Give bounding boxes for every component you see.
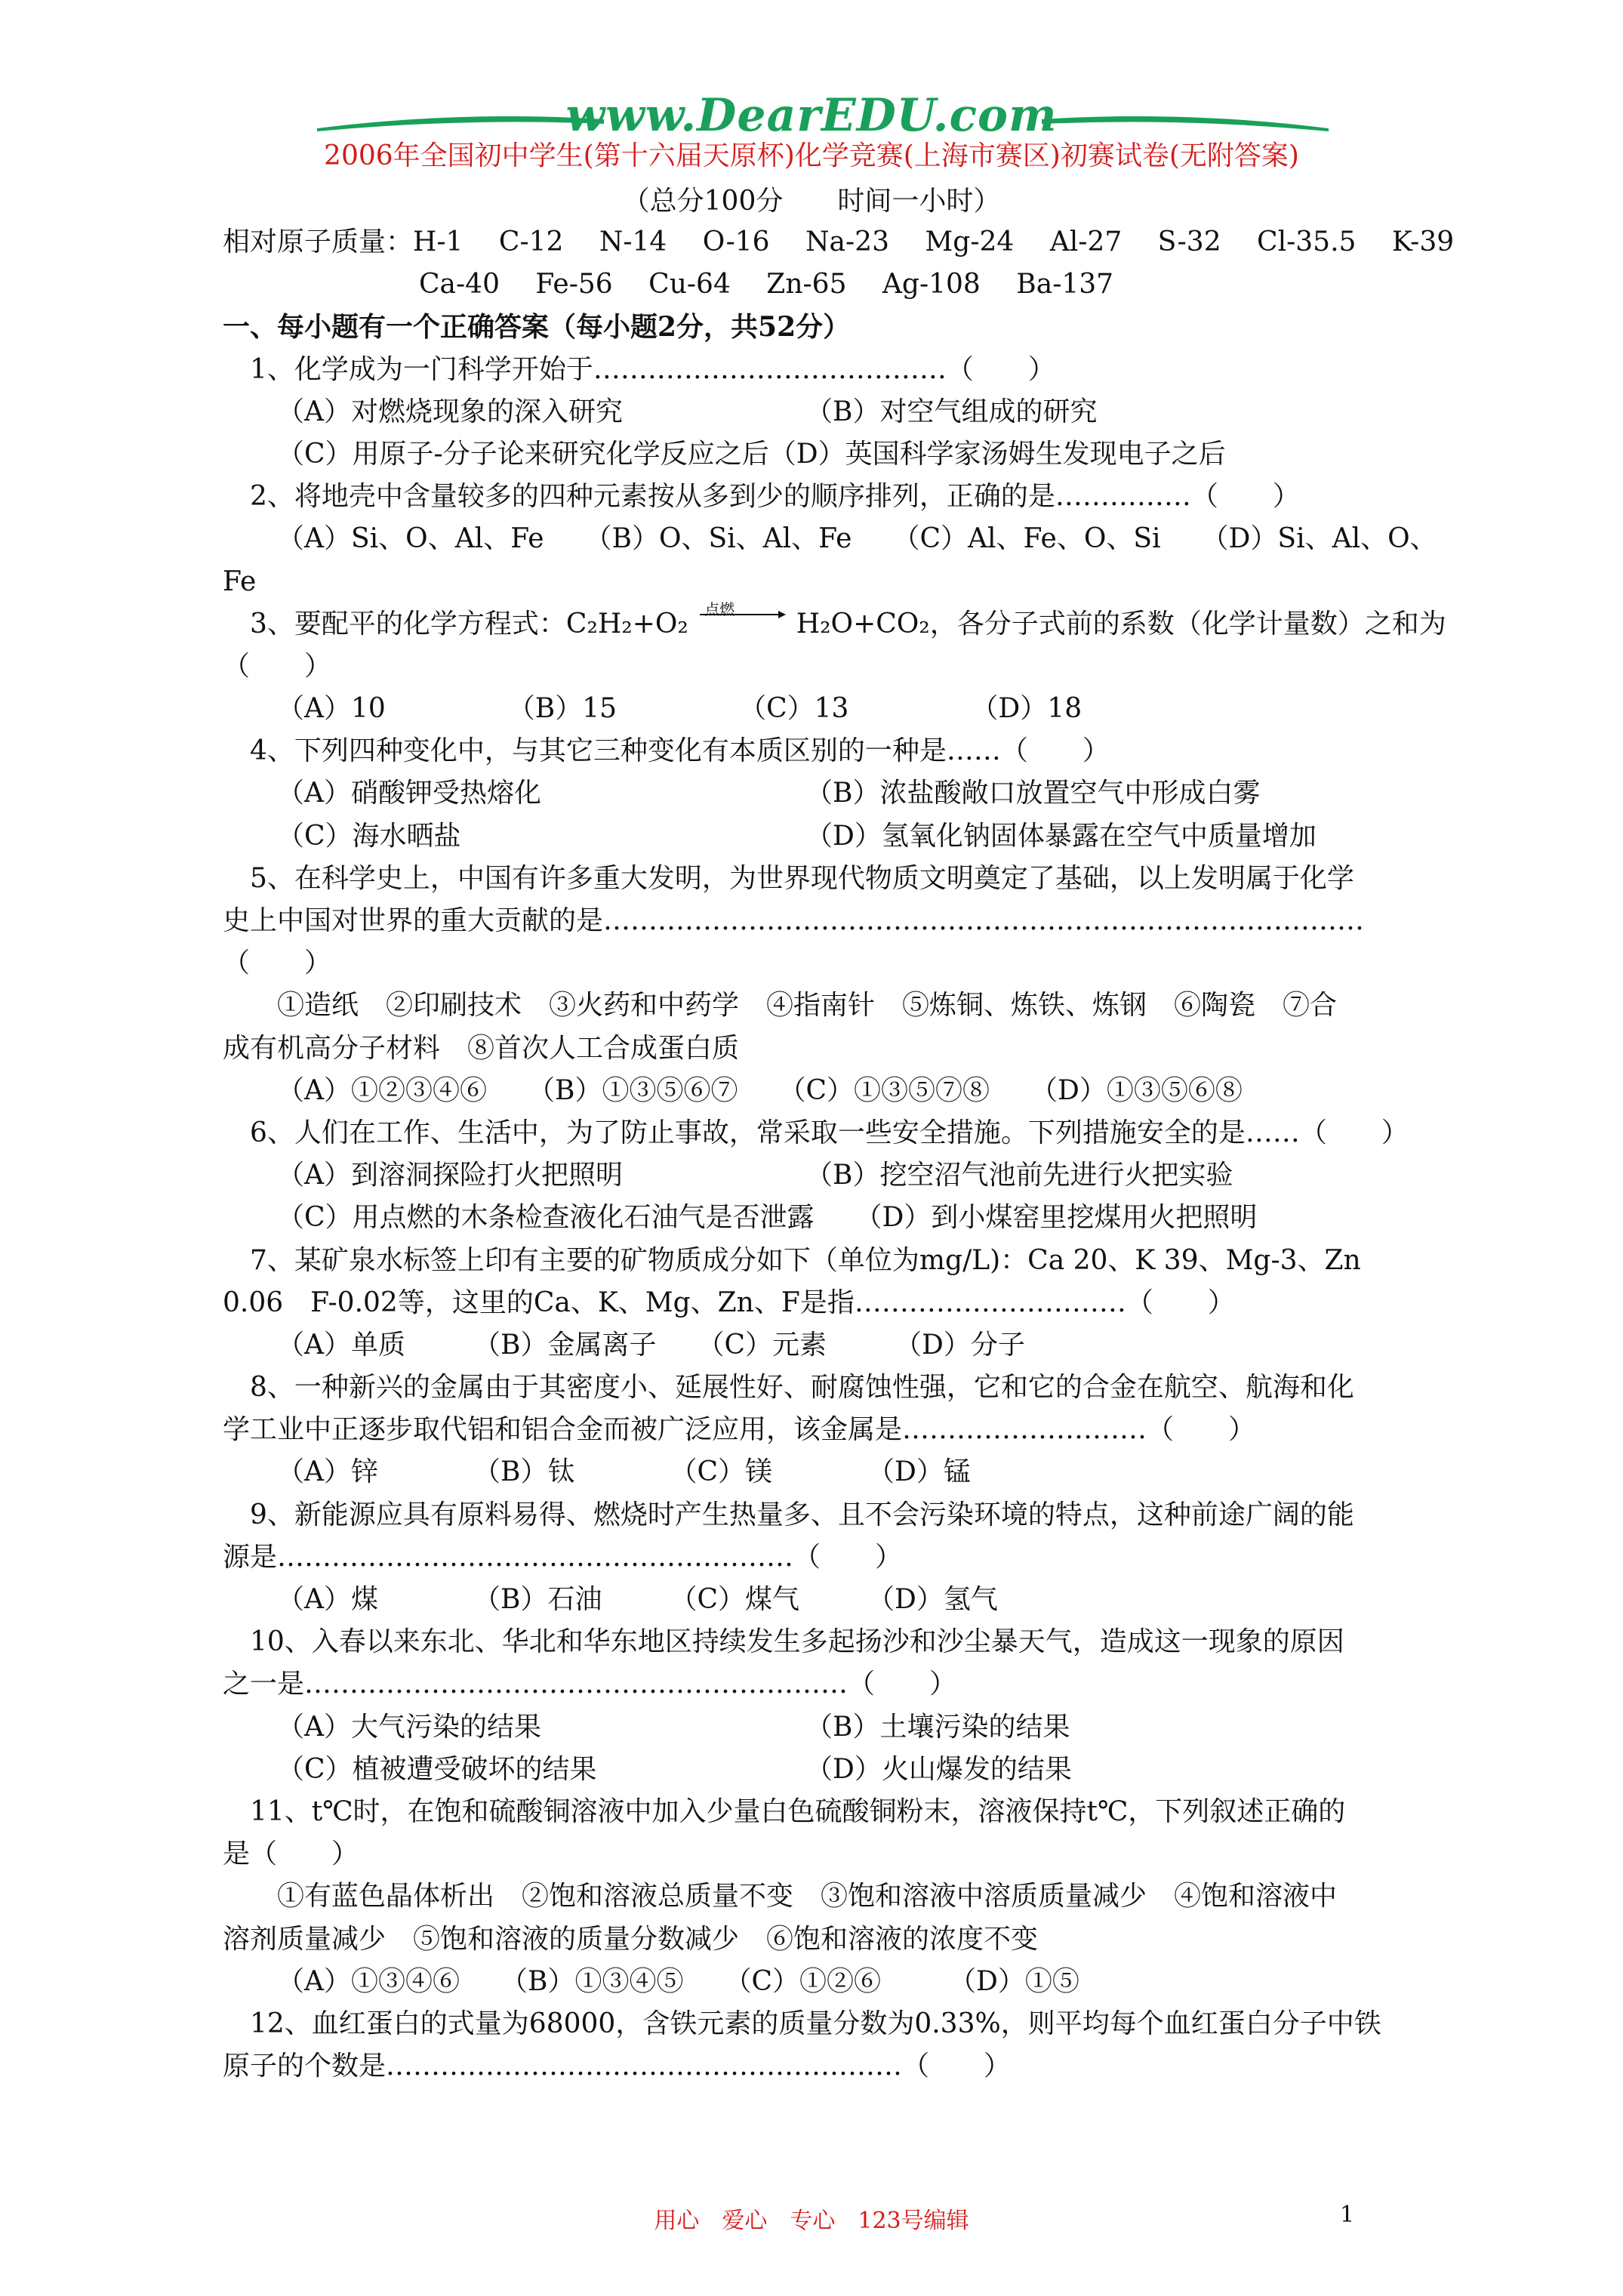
q11-options: （A）①③④⑥ （B）①③④⑤ （C）①②⑥ （D）①⑤ <box>277 1965 1079 1997</box>
q12-stem: 12、血红蛋白的式量为68000，含铁元素的质量分数为0.33%，则平均每个血红蛋白分子中铁 <box>250 2008 1381 2039</box>
q4-option-b: （B）浓盐酸敞口放置空气中形成白雾 <box>805 778 1261 809</box>
reaction-condition: 点燃 <box>704 599 735 618</box>
q5-items2: 成有机高分子材料 ⑧首次人工合成蛋白质 <box>223 1032 740 1064</box>
q4-stem: 4、下列四种变化中，与其它三种变化有本质区别的一种是……（ ） <box>250 735 1110 767</box>
q6-option-a: （A）到溶洞探险打火把照明 <box>277 1160 623 1191</box>
q6-options-ab <box>223 1154 1461 1197</box>
q3-equation-right: H₂O+CO₂，各分子式前的系数（化学计量数）之和为 <box>796 608 1446 639</box>
q2-options-wrap: Fe <box>223 566 257 597</box>
q11-stem: 11、t℃时，在饱和硫酸铜溶液中加入少量白色硫酸铜粉末，溶液保持t℃，下列叙述正确的 <box>250 1795 1346 1827</box>
q4-option-c: （C）海水晒盐 <box>277 820 461 852</box>
q3-equation-left: 3、要配平的化学方程式：C₂H₂+O₂ <box>250 608 688 639</box>
q11-items2: 溶剂质量减少 ⑤饱和溶液的质量分数减少 ⑥饱和溶液的浓度不变 <box>223 1923 1039 1955</box>
exam-body <box>223 221 1461 2088</box>
q4-options-cd <box>223 815 1461 858</box>
exam-title: 2006年全国初中学生(第十六届天原杯)化学竞赛(上海市赛区)初赛试卷(无附答案) <box>324 140 1299 171</box>
q1-options-cd: （C）用原子-分子论来研究化学反应之后（D）英国科学家汤姆生发现电子之后 <box>277 438 1226 470</box>
q7-stem: 7、某矿泉水标签上印有主要的矿物质成分如下（单位为mg/L)：Ca 20、K 39、Mg-3、Zn <box>250 1244 1361 1276</box>
q5-items1: ①造纸 ②印刷技术 ③火药和中药学 ④指南针 ⑤炼铜、炼铁、炼钢 ⑥陶瓷 ⑦合 <box>277 990 1338 1022</box>
q8-stem2: 学工业中正逐步取代铝和铝合金而被广泛应用，该金属是………………………（ ） <box>223 1414 1256 1446</box>
q6-options-cd: （C）用点燃的木条检查液化石油气是否泄露 （D）到小煤窑里挖煤用火把照明 <box>277 1202 1258 1234</box>
arrow-icon <box>697 609 787 620</box>
q12-stem2: 原子的个数是…………………………………………………（ ） <box>223 2051 1012 2082</box>
q9-stem: 9、新能源应具有原料易得、燃烧时产生热量多、且不会污染环境的特点，这种前途广阔的能 <box>250 1499 1354 1530</box>
q10-option-c: （C）植被遭受破坏的结果 <box>277 1753 597 1785</box>
q3-options: （A）10 （B）15 （C）13 （D）18 <box>277 693 1083 725</box>
q7-options: （A）单质 （B）金属离子 （C）元素 （D）分子 <box>277 1329 1025 1361</box>
q10-stem: 10、入春以来东北、华北和华东地区持续发生多起扬沙和沙尘暴天气，造成这一现象的原因 <box>250 1626 1344 1658</box>
q4-options-ab <box>223 772 1461 815</box>
q3-stem <box>223 599 1461 646</box>
q8-stem: 8、一种新兴的金属由于其密度小、延展性好、耐腐蚀性强，它和它的合金在航空、航海和化 <box>250 1372 1354 1404</box>
q11-stem2: 是（ ） <box>223 1838 359 1870</box>
q5-stem2: 史上中国对世界的重大贡献的是………………………………………………………………………… <box>223 905 1365 936</box>
q9-options: （A）煤 （B）石油 （C）煤气 （D）氢气 <box>277 1584 998 1615</box>
q5-stem: 5、在科学史上，中国有许多重大发明，为世界现代物质文明奠定了基础，以上发明属于化学 <box>250 862 1354 894</box>
q10-option-b: （B）土壤污染的结果 <box>805 1711 1070 1743</box>
q11-items1: ①有蓝色晶体析出 ②饱和溶液总质量不变 ③饱和溶液中溶质质量减少 ④饱和溶液中 <box>277 1881 1338 1912</box>
site-logo-text: www.DearEDU.com <box>565 89 1058 142</box>
q2-stem: 2、将地壳中含量较多的四种元素按从多到少的顺序排列，正确的是……………（ ） <box>250 481 1300 513</box>
q10-options-cd <box>223 1749 1461 1791</box>
page-footer: 用心 爱心 专心 123号编辑 <box>654 2208 969 2234</box>
q4-option-d: （D）氢氧化钠固体暴露在空气中质量增加 <box>805 820 1317 852</box>
q2-options: （A）Si、O、Al、Fe （B）O、Si、Al、Fe （C）Al、Fe、O、Si （D）Si、Al、O、 <box>277 523 1437 555</box>
q4-option-a: （A）硝酸钾受热熔化 <box>277 778 541 809</box>
q1-options-ab <box>223 391 1461 433</box>
q6-stem: 6、人们在工作、生活中，为了防止事故，常采取一些安全措施。下列措施安全的是……（ ） <box>250 1117 1409 1148</box>
q1-option-b: （B）对空气组成的研究 <box>805 396 1098 427</box>
q10-stem2: 之一是……………………………………………………（ ） <box>223 1669 957 1700</box>
section-heading: 一、每小题有一个正确答案（每小题2分，共52分） <box>223 311 851 344</box>
q10-option-a: （A）大气污染的结果 <box>277 1711 541 1743</box>
q10-options-ab <box>223 1706 1461 1749</box>
q5-wrap: （ ） <box>223 948 332 979</box>
page-number: 1 <box>1340 2202 1355 2228</box>
reaction-arrow <box>697 599 787 633</box>
q7-stem2: 0.06 F-0.02等，这里的Ca、K、Mg、Zn、F是指…………………………（ ） <box>223 1287 1235 1318</box>
q9-stem2: 源是…………………………………………………（ ） <box>223 1541 903 1573</box>
q6-option-b: （B）挖空沼气池前先进行火把实验 <box>805 1160 1233 1191</box>
q1-option-a: （A）对燃烧现象的深入研究 <box>277 396 623 427</box>
atomic-mass-line2: Ca-40 Fe-56 Cu-64 Zn-65 Ag-108 Ba-137 <box>419 269 1114 300</box>
q5-options: （A）①②③④⑥ （B）①③⑤⑥⑦ （C）①③⑤⑦⑧ （D）①③⑤⑥⑧ <box>277 1074 1243 1106</box>
exam-subtitle: （总分100分 时间一小时） <box>622 186 1001 217</box>
q8-options: （A）锌 （B）钛 （C）镁 （D）锰 <box>277 1456 971 1488</box>
q10-option-d: （D）火山爆发的结果 <box>805 1753 1072 1785</box>
q1-stem: 1、化学成为一门科学开始于…………………………………（ ） <box>250 353 1055 385</box>
atomic-mass-line1: 相对原子质量：H-1 C-12 N-14 O-16 Na-23 Mg-24 Al-27 S-32 Cl-35.5 K-39 <box>223 227 1455 257</box>
q3-wrap: （ ） <box>223 650 332 682</box>
